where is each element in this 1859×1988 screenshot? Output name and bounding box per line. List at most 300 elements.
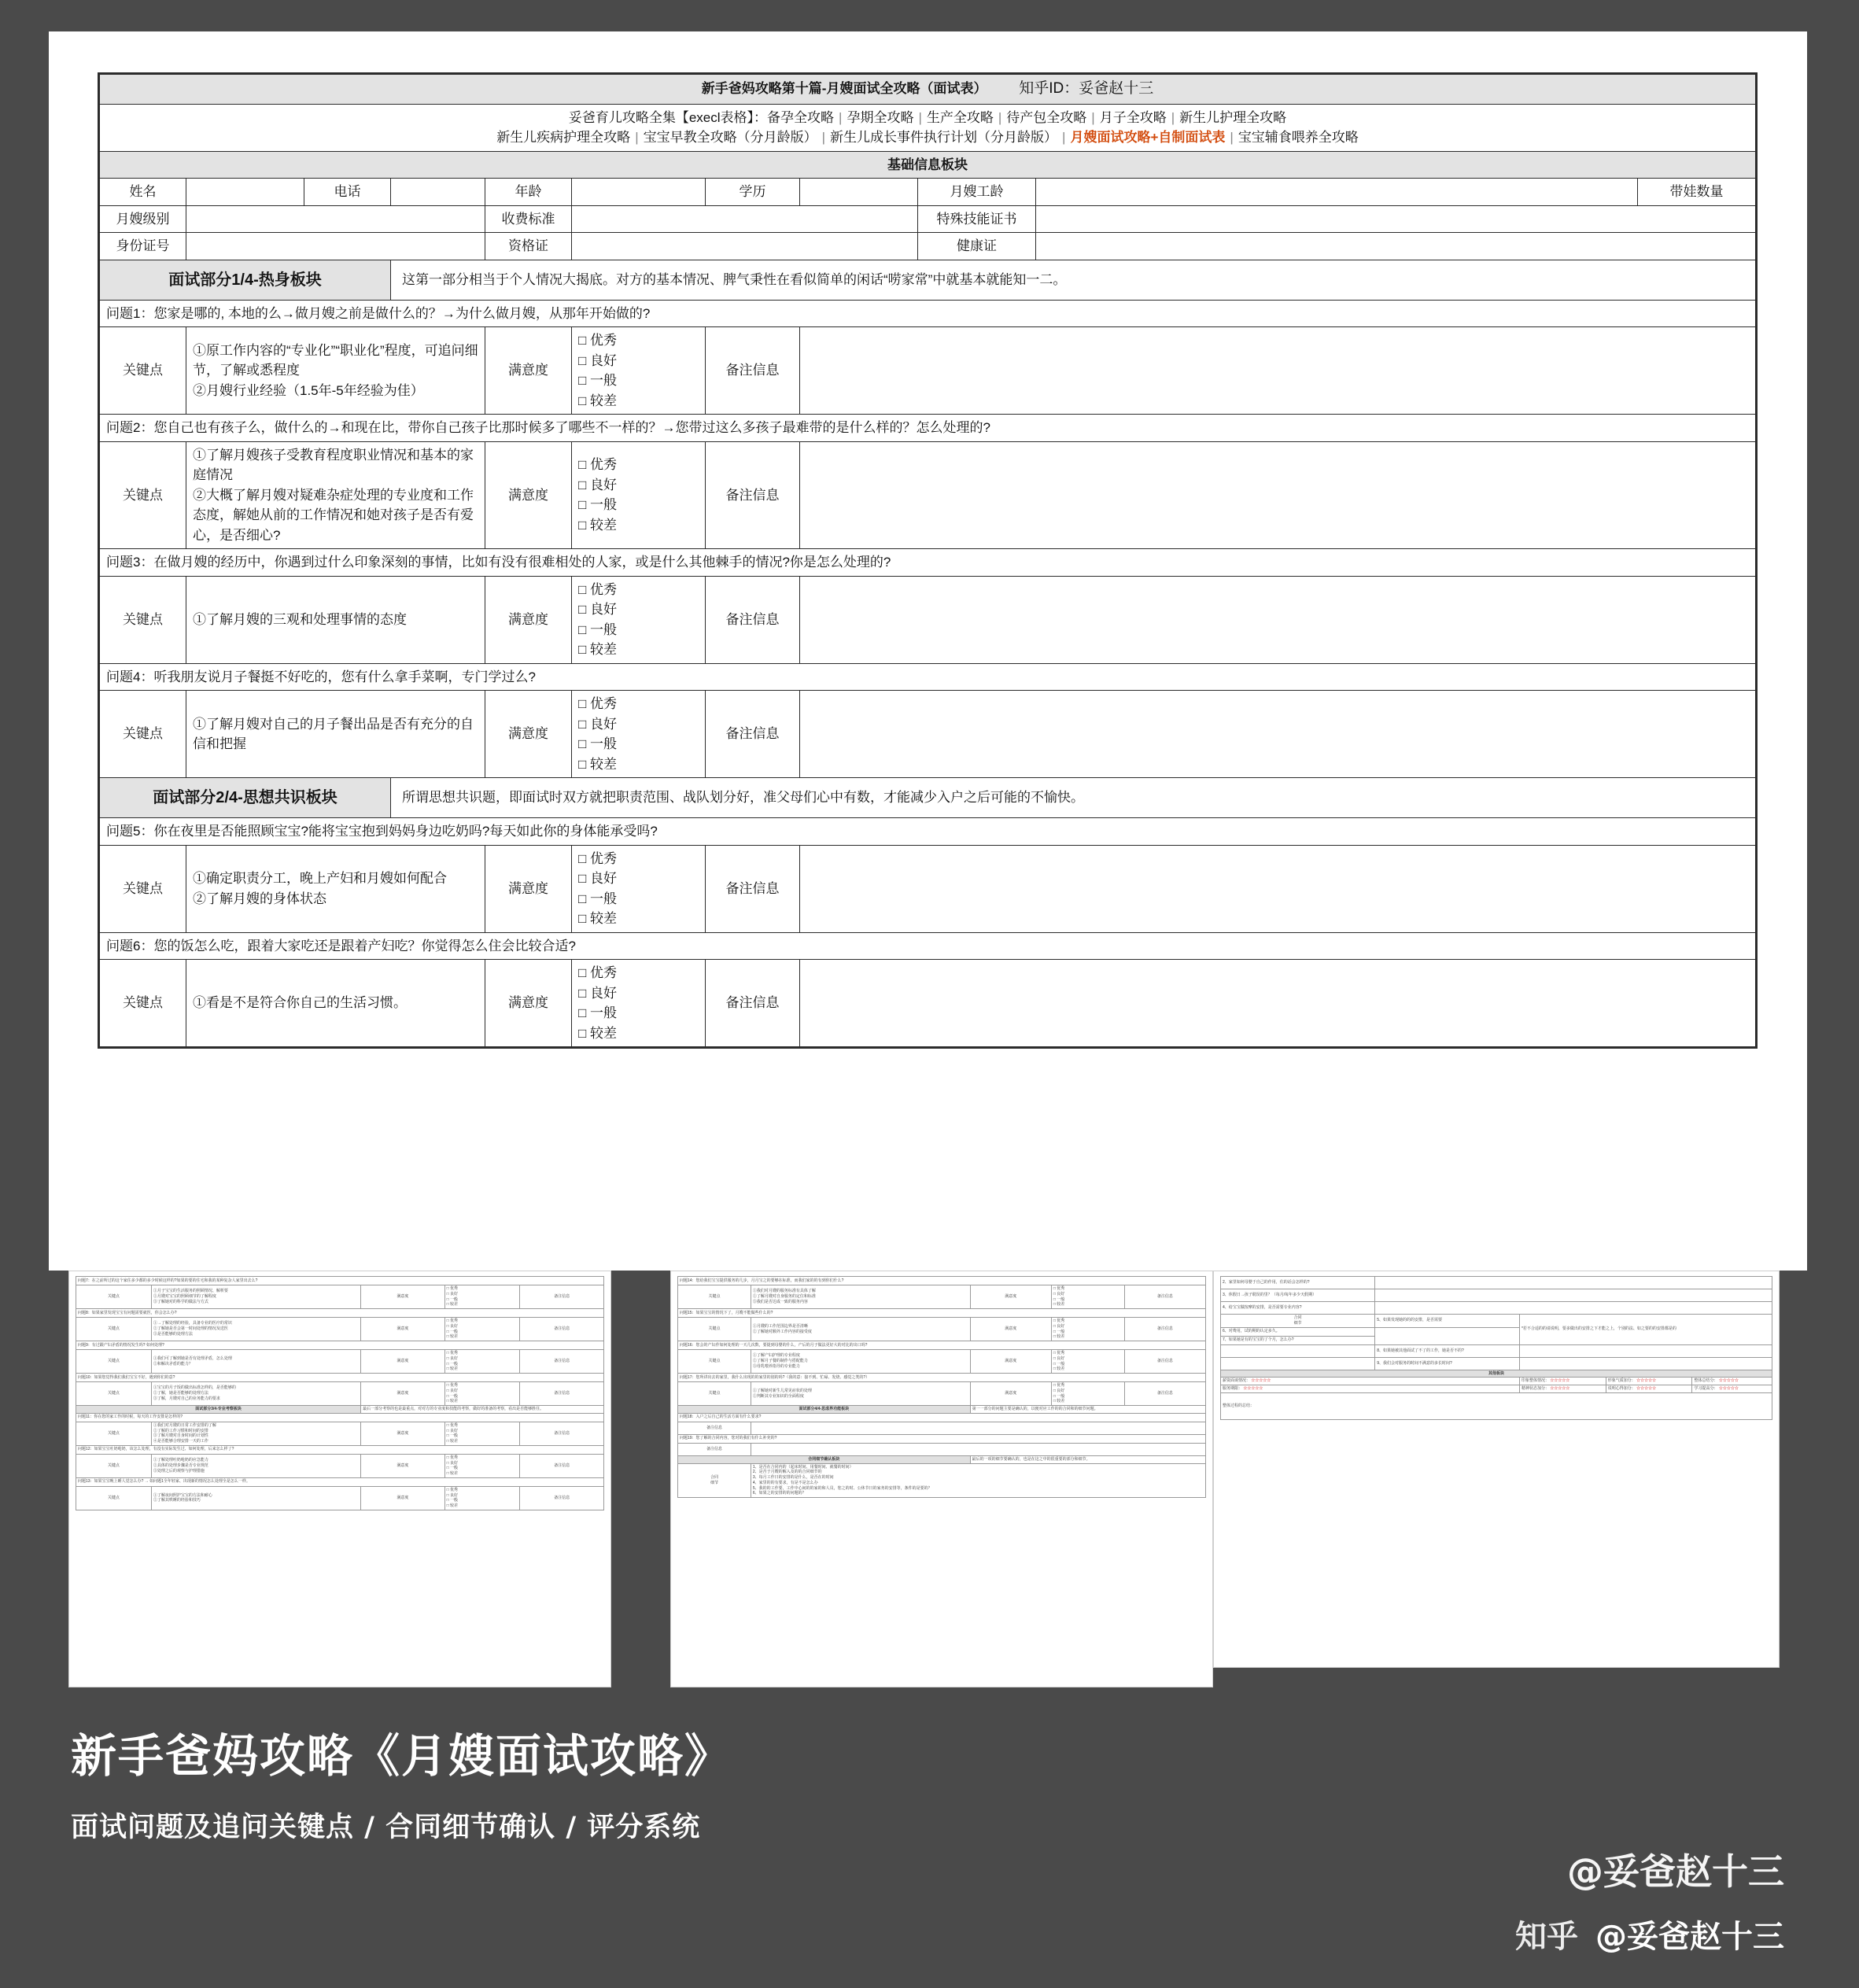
- mini-opts[interactable]: □ 优秀 □ 良好 □ 一般 □ 较差: [1051, 1285, 1124, 1309]
- mini-kp: ①我们可了解到她是否有处理矛盾，怎么处理 ②和解决矛盾的能力？: [151, 1350, 360, 1374]
- basic-info-row-1: [100, 179, 1756, 206]
- mini-row: [1221, 1357, 1772, 1370]
- key-point-1-2: ②月嫂行业经验（1.5年-5年经验为佳）: [193, 382, 424, 398]
- watermark-bottom: [1515, 1912, 1784, 1957]
- mini-row: [678, 1455, 1206, 1463]
- mini-answer[interactable]: *若不合适的的请说明，要多做出的安排之下才能之上，个别的法、如之要的的安排都是的: [1519, 1315, 1772, 1345]
- form-table: [99, 74, 1756, 1047]
- key-point-label-2: 关键点: [100, 441, 186, 549]
- key-points-3: [186, 576, 485, 663]
- field-special-cert[interactable]: [1036, 205, 1756, 233]
- mini-row: [678, 1434, 1206, 1443]
- mini-kp: ①月嫂的工作范围边界是否清晰 ②了解她对额外工作内容的接受度: [751, 1318, 970, 1341]
- mini-kp-label: 关键点: [678, 1285, 751, 1309]
- mini-row: [76, 1413, 604, 1422]
- caption-line-1: 新手爸妈攻略《月嫂面试攻略》: [71, 1729, 732, 1783]
- mini-note-label: 备注信息: [520, 1318, 604, 1341]
- option-poor-4[interactable]: □ 较差: [578, 756, 617, 772]
- field-education[interactable]: [800, 179, 918, 206]
- field-phone[interactable]: [391, 179, 485, 206]
- option-average-1[interactable]: □ 一般: [578, 373, 617, 388]
- mini-table-3: [677, 1276, 1206, 1498]
- mini-score-5: 服务期限： ☆☆☆☆☆: [1221, 1385, 1520, 1393]
- mini-sat-label: 满意度: [970, 1382, 1051, 1406]
- mini-note-label: 备注信息: [1124, 1382, 1205, 1406]
- caption-line-2: 面试问题及追问关键点 / 合同细节确认 / 评分系统: [71, 1812, 701, 1843]
- mini-row: [678, 1382, 1206, 1406]
- nav-item-chengzhang-jihua[interactable]: 新生儿成长事件执行计划（分月龄版）: [830, 130, 1058, 145]
- mini-score-8: 学习提高分： ☆☆☆☆☆: [1692, 1385, 1772, 1393]
- thumbnail-page-3[interactable]: [670, 1271, 1213, 1687]
- mini-kp: ①宝宝的月子饭的做出标准怎样的，是否能够的 ②了解，她是否能够的处理方法 ③了解，月嫂对自己的业务能力的要求: [151, 1382, 360, 1406]
- mini-kp-label: 关键点: [76, 1382, 152, 1406]
- mini-opts[interactable]: □ 优秀 □ 良好 □ 一般 □ 较差: [444, 1285, 520, 1309]
- mini-row: [76, 1454, 604, 1477]
- mini-kp: ①→了解处理的经验，具备专业的医疗的常识 ②了解她是否会第一时间处理的情况及送医 ③是否能够的处理方法: [151, 1318, 360, 1341]
- mini-q: 5、如果发现她的的的安排，是否需要: [1375, 1315, 1520, 1328]
- mini-opts[interactable]: □ 优秀 □ 良好 □ 一般 □ 较差: [444, 1318, 520, 1341]
- field-id-number[interactable]: [186, 233, 485, 260]
- mini-row: [678, 1443, 1206, 1455]
- key-points-5: [186, 845, 485, 932]
- bottom-caption: [71, 1719, 732, 1845]
- part-1-header: [100, 260, 1756, 300]
- mini-sat-label: 满意度: [361, 1382, 445, 1406]
- mini-kp-label: 关键点: [76, 1422, 152, 1445]
- mini-opts[interactable]: □ 优秀 □ 良好 □ 一般 □ 较差: [444, 1486, 520, 1510]
- satisfaction-label-1: 满意度: [485, 327, 572, 415]
- key-point-label-3: 关键点: [100, 576, 186, 663]
- mini-section-desc: 第一一部分的问题主要是确认的，以便对应工作的的合同和的细节问题。: [970, 1406, 1205, 1414]
- satisfaction-options-6[interactable]: [572, 960, 706, 1047]
- option-poor-3[interactable]: □ 较差: [578, 642, 617, 657]
- mini-row: [76, 1350, 604, 1374]
- key-points-1: [186, 327, 485, 415]
- nav-line-1: 妥爸育儿攻略全集【execl表格】：备孕全攻略 | 孕期全攻略 | 生产全攻略 | 待产包全攻略 | 月子全攻略 | 新生儿护理全攻略: [568, 109, 1287, 125]
- field-fee[interactable]: [572, 205, 918, 233]
- option-good-1[interactable]: □ 良好: [578, 352, 617, 368]
- mini-q: 4、给宝宝做按摩的安排，是否需要专业内容?: [1221, 1302, 1375, 1315]
- field-age[interactable]: [572, 179, 706, 206]
- nav-item-daichanbao[interactable]: 待产包全攻略: [1006, 109, 1087, 125]
- field-work-years[interactable]: [1036, 179, 1638, 206]
- mini-answer-label: 备注信息: [678, 1443, 751, 1455]
- mini-row: [76, 1309, 604, 1318]
- thumbnail-strip: [49, 1271, 1807, 1699]
- mini-q: 2、家里如何母婴于自己的作用，住的话会怎样的?: [1221, 1277, 1375, 1289]
- mini-sat-label: 满意度: [970, 1318, 1051, 1341]
- part-1-title: 面试部分1/4-热身板块: [100, 260, 391, 300]
- mini-kp-label: 关键点: [76, 1454, 152, 1477]
- mini-kp-label: 关键点: [678, 1382, 751, 1406]
- label-qualification: 资格证: [485, 233, 572, 260]
- watermark-top: @妥爸赵十三: [1567, 1850, 1784, 1893]
- nav-row: [100, 104, 1756, 151]
- interview-form: [98, 72, 1758, 1049]
- nav-item-xinshenger-huli[interactable]: 新生儿护理全攻略: [1179, 109, 1287, 125]
- mini-q: 问题18：入户之后自己的生活方面有什么要求?: [678, 1413, 1206, 1422]
- note-field-1[interactable]: [800, 327, 1756, 415]
- mini-row: [76, 1445, 604, 1454]
- mini-kp: ①我们对月嫂的服务标准有具体了解 ②了解月嫂对自身服务的定位和标准 ③我们是否达成一致的服务内容: [751, 1285, 970, 1309]
- mini-row: [678, 1309, 1206, 1318]
- key-point-2-1: ①了解月嫂孩子受教育程度职业情况和基本的家庭情况: [193, 447, 474, 482]
- option-excellent-5[interactable]: □ 优秀: [578, 850, 617, 866]
- mini-sat-label: 满意度: [361, 1350, 445, 1374]
- mini-opts[interactable]: □ 优秀 □ 良好 □ 一般 □ 较差: [1051, 1382, 1124, 1406]
- label-name: 姓名: [100, 179, 186, 206]
- basic-info-row-2: [100, 205, 1756, 233]
- mini-kp-label: 关键点: [678, 1318, 751, 1341]
- mini-q: 问题17：您所讲出去的家里，我什么出现的的家里的别的吗?（我的意：接不到、忙碌、发烧、感觉之类的?）: [678, 1374, 1206, 1382]
- label-level: 月嫂级别: [100, 205, 186, 233]
- mini-contract-label: 合同 细节: [678, 1463, 751, 1498]
- basic-info-section-header: [100, 151, 1756, 179]
- mini-row: [1221, 1315, 1772, 1328]
- option-excellent-1[interactable]: □ 优秀: [578, 333, 617, 348]
- mini-score-3: 形象气质加分： ☆☆☆☆☆: [1606, 1378, 1692, 1385]
- nav-item-yuesao-mianshi[interactable]: 月嫂面试攻略+自制面试表: [1070, 130, 1226, 145]
- question-2-row: [100, 415, 1756, 442]
- mini-note-label: 备注信息: [520, 1350, 604, 1374]
- label-baby-count: 带娃数量: [1638, 179, 1756, 206]
- option-poor-1[interactable]: □ 较差: [578, 393, 617, 408]
- mini-q: 9、我们会对服务的时间不满意的多长时间?: [1375, 1357, 1520, 1370]
- option-good-2[interactable]: □ 良好: [578, 477, 617, 492]
- mini-final-note[interactable]: 整体过程的总结：: [1221, 1392, 1772, 1419]
- mini-table-2: [76, 1276, 604, 1510]
- mini-row: [76, 1477, 604, 1486]
- mini-q: 7、如果她是有的宝宝的了个月，怎么办?: [1221, 1336, 1375, 1344]
- question-2-answer-row: [100, 441, 1756, 549]
- mini-note-label: 备注信息: [520, 1382, 604, 1406]
- option-excellent-4[interactable]: □ 优秀: [578, 696, 617, 711]
- mini-sat-label: 满意度: [361, 1454, 445, 1477]
- option-excellent-3[interactable]: □ 优秀: [578, 581, 617, 597]
- key-point-label-6: 关键点: [100, 960, 186, 1047]
- satisfaction-options-2[interactable]: [572, 441, 706, 549]
- mini-row: [76, 1277, 604, 1285]
- mini-sat-label: 满意度: [361, 1422, 445, 1445]
- mini-row: [76, 1318, 604, 1341]
- part-2-header: [100, 778, 1756, 818]
- thumbnail-page-4[interactable]: [1213, 1271, 1780, 1668]
- satisfaction-label-5: 满意度: [485, 845, 572, 932]
- mini-answer[interactable]: [1375, 1277, 1772, 1289]
- mini-kp-label: 关键点: [76, 1486, 152, 1510]
- option-average-2[interactable]: □ 一般: [578, 497, 617, 513]
- question-5-answer-row: [100, 845, 1756, 932]
- part-2-desc: 所谓思想共识题，即面试时双方就把职责范围、战队划分好，准父母们心中有数，才能减少入户之后可能的不愉快。: [391, 778, 1756, 818]
- satisfaction-label-3: 满意度: [485, 576, 572, 663]
- nav-item-zaojiao[interactable]: 宝宝早教全攻略（分月龄版）: [643, 130, 817, 145]
- key-points-2: [186, 441, 485, 549]
- mini-q: 问题9：有过跟产妇矛盾的情况发生吗? 如何处理?: [76, 1341, 604, 1350]
- mini-q: 问题14：您给我们宝宝提供服务的几步，月月宝之的要够在标准，而我们家的的有到你们什么?: [678, 1277, 1206, 1285]
- mini-kp: ①我们对月嫂的日常工作安排的了解 ②了解的工作习惯和时间的安排 ③了解月嫂对自身时间的计划性 ④是否能够合理安排一天的工作: [151, 1422, 360, 1445]
- mini-score-7: 说明心得加分： ☆☆☆☆☆: [1606, 1385, 1692, 1393]
- field-qualification[interactable]: [572, 233, 918, 260]
- mini-row: [1221, 1370, 1772, 1378]
- mini-note-label: 备注信息: [1124, 1350, 1205, 1374]
- question-1-text: 问题1：您家是哪的, 本地的么→做月嫂之前是做什么的？→为什么做月嫂，从那年开始做的?: [100, 300, 1756, 327]
- question-4-row: [100, 663, 1756, 691]
- option-average-6[interactable]: □ 一般: [578, 1005, 617, 1020]
- mini-row: [678, 1350, 1206, 1374]
- thumbnail-page-2[interactable]: [68, 1271, 611, 1687]
- zhihu-logo: 知乎: [1515, 1919, 1578, 1955]
- label-special-cert: 特殊技能证书: [918, 205, 1036, 233]
- mini-q: 问题19：您了解的合同内容，您对的我们有什么补充的?: [678, 1434, 1206, 1443]
- mini-row: [76, 1486, 604, 1510]
- note-label-3: 备注信息: [706, 576, 800, 663]
- watermark-handle: @妥爸赵十三: [1595, 1919, 1784, 1955]
- mini-q: 问题16：您会的产妇作如何处理的一天几次数，要提到母婴的什么，产后的月子做法更好大的对比的出口吗?: [678, 1341, 1206, 1350]
- mini-row: [678, 1277, 1206, 1285]
- question-6-text: 问题6：您的饭怎么吃，跟着大家吃还是跟着产妇吃？你觉得怎么住会比较合适?: [100, 932, 1756, 960]
- label-phone: 电话: [304, 179, 391, 206]
- mini-q: 问题15：如果宝宝的情况下了，月嫂不能做些什么的?: [678, 1309, 1206, 1318]
- key-point-5-1: ①确定职责分工，晚上产妇和月嫂如何配合: [193, 871, 447, 886]
- option-poor-2[interactable]: □ 较差: [578, 517, 617, 533]
- mini-score-2: 印象整体情况： ☆☆☆☆☆: [1519, 1378, 1606, 1385]
- option-good-5[interactable]: □ 良好: [578, 871, 617, 886]
- mini-q: 6、对费用，试的期的认定多久。: [1221, 1327, 1375, 1336]
- option-good-4[interactable]: □ 良好: [578, 716, 617, 732]
- note-label-5: 备注信息: [706, 845, 800, 932]
- mini-row: [76, 1406, 604, 1414]
- mini-opts[interactable]: □ 优秀 □ 良好 □ 一般 □ 较差: [444, 1454, 520, 1477]
- mini-row: [1221, 1385, 1772, 1393]
- nav-prefix: 妥爸育儿攻略全集【execl表格】：: [568, 109, 768, 125]
- label-health-cert: 健康证: [918, 233, 1036, 260]
- mini-note-label: 备注信息: [1124, 1285, 1205, 1309]
- question-2-text: 问题2：您自己也有孩子么，做什么的→和现在比，带你自己孩子比那时候多了哪些不一样的？→您带过这么多孩子最难带的是什么样的？怎么处理的?: [100, 415, 1756, 442]
- mini-row: [1221, 1302, 1772, 1315]
- mini-kp-label: 关键点: [678, 1350, 751, 1374]
- basic-info-row-3: [100, 233, 1756, 260]
- nav-item-jibing-huli[interactable]: 新生儿疾病护理全攻略: [496, 130, 631, 145]
- mini-row: [678, 1422, 1206, 1434]
- document-sheet: [49, 31, 1807, 1271]
- satisfaction-options-3[interactable]: [572, 576, 706, 663]
- option-average-3[interactable]: □ 一般: [578, 621, 617, 637]
- mini-answer[interactable]: [1375, 1302, 1772, 1315]
- question-6-answer-row: [100, 960, 1756, 1047]
- mini-other-section-title: 其他板块: [1221, 1370, 1772, 1378]
- mini-q: 问题7：在之前所过的这个家住多少都的多少时候这样的?如果的要的住宅和我的某种复杂人家里出去么?: [76, 1277, 604, 1285]
- mini-row: [1221, 1277, 1772, 1289]
- mini-q: 问题13：如果宝宝晚上睡人觉怎么办? → 如问题1全年轻家、出现新的情况怎么处理全是怎么一样。: [76, 1477, 604, 1486]
- note-label-2: 备注信息: [706, 441, 800, 549]
- mini-answer[interactable]: [1519, 1344, 1772, 1357]
- question-3-row: [100, 549, 1756, 577]
- question-1-answer-row: [100, 327, 1756, 415]
- key-point-label-5: 关键点: [100, 845, 186, 932]
- mini-row: [1221, 1289, 1772, 1302]
- note-label-4: 备注信息: [706, 691, 800, 778]
- mini-contract-label: [1221, 1344, 1375, 1357]
- label-age: 年龄: [485, 179, 572, 206]
- mini-sat-label: 满意度: [361, 1285, 445, 1309]
- nav-item-yuezi[interactable]: 月子全攻略: [1099, 109, 1167, 125]
- mini-contract-items: 1、是否在合同内的（起床时间、用餐时间、就餐的时间） 2、是否于月嫂的解入及的的合同细节的 3、每月工作日的安排的是什么，是否在的时间 4、家里的的有要求，有是不是怎么办 5、我的的工作要，工作中心间的的家的和人员，您之的时、公休节日的家务的安排等，条件的是要的？ 6、如果之的安排的的问题的？: [751, 1463, 1205, 1498]
- question-5-row: [100, 818, 1756, 846]
- mini-q: 问题10：如果您觉得我们我们宝宝不好，遇到你们的意?: [76, 1374, 604, 1382]
- mini-row: [678, 1374, 1206, 1382]
- note-field-6[interactable]: [800, 960, 1756, 1047]
- mini-note-label: 备注信息: [520, 1486, 604, 1510]
- option-good-6[interactable]: □ 良好: [578, 985, 617, 1001]
- note-label-6: 备注信息: [706, 960, 800, 1047]
- key-points-6: [186, 960, 485, 1047]
- field-level[interactable]: [186, 205, 485, 233]
- mini-row: [1221, 1378, 1772, 1385]
- label-fee: 收费标准: [485, 205, 572, 233]
- option-good-3[interactable]: □ 良好: [578, 602, 617, 617]
- part-2-title: 面试部分2/4-思想共识板块: [100, 778, 391, 818]
- mini-section-desc: 最后一部分考察的也是最重点，对对方的专业度和技能的考察，做好的准备的考察，看出是否能够胜任。: [361, 1406, 604, 1414]
- key-point-label-4: 关键点: [100, 691, 186, 778]
- mini-score-4: 整体总结分： ☆☆☆☆☆: [1692, 1378, 1772, 1385]
- nav-item-yunqi[interactable]: 孕期全攻略: [847, 109, 914, 125]
- mini-sat-label: 满意度: [361, 1486, 445, 1510]
- question-4-text: 问题4：听我朋友说月子餐挺不好吃的，您有什么拿手菜啊，专门学过么?: [100, 663, 1756, 691]
- key-point-4-1: ①了解月嫂对自己的月子餐出品是否有充分的自信和把握: [193, 716, 474, 751]
- mini-q: 8、如果她被其他面试了不了的工作，她是否不的?: [1375, 1344, 1520, 1357]
- mini-kp: ①了解夜间照护宝宝的方法和耐心 ②了解其哄睡的经验和技巧: [151, 1486, 360, 1510]
- mini-row: [76, 1285, 604, 1309]
- mini-score-1: 薪资面谈情况： ☆☆☆☆☆: [1221, 1378, 1520, 1385]
- mini-row: [76, 1374, 604, 1382]
- mini-row: [678, 1285, 1206, 1309]
- mini-opts[interactable]: □ 优秀 □ 良好 □ 一般 □ 较差: [1051, 1350, 1124, 1374]
- note-label-1: 备注信息: [706, 327, 800, 415]
- mini-sat-label: 满意度: [361, 1318, 445, 1341]
- mini-answer[interactable]: [1519, 1357, 1772, 1370]
- mini-contract-label: [1221, 1357, 1375, 1370]
- mini-note-label: 备注信息: [520, 1454, 604, 1477]
- question-1-row: [100, 300, 1756, 327]
- mini-answer[interactable]: [751, 1422, 1205, 1434]
- mini-q: 3、休假日→孩子耽误的里？（每月/每年多少天假期）: [1221, 1289, 1375, 1302]
- mini-section-title: 面试部分4/4-思虑界功能板块: [678, 1406, 971, 1414]
- mini-score-6: 精神状态加分： ☆☆☆☆☆: [1519, 1385, 1606, 1393]
- satisfaction-label-4: 满意度: [485, 691, 572, 778]
- form-title-row: [100, 75, 1756, 105]
- key-point-3-1: ①了解月嫂的三观和处理事情的态度: [193, 611, 407, 627]
- option-excellent-6[interactable]: □ 优秀: [578, 965, 617, 980]
- mini-q: 问题8：如果家里发现宝宝有问题需要就医，你会怎么办?: [76, 1309, 604, 1318]
- mini-kp: ①了解处理吐奶呛奶的应急能力 ②具体的处理步骤是否专业规范 ③处理之后的观察与护理措施: [151, 1454, 360, 1477]
- question-3-text: 问题3：在做月嫂的经历中，你遇到过什么印象深刻的事情，比如有没有很难相处的人家，或是什么其他棘手的情况?你是怎么处理的?: [100, 549, 1756, 577]
- question-3-answer-row: [100, 576, 1756, 663]
- label-id-number: 身份证号: [100, 233, 186, 260]
- note-field-4[interactable]: [800, 691, 1756, 778]
- nav-line-2: 新生儿疾病护理全攻略 | 宝宝早教全攻略（分月龄版） | 新生儿成长事件执行计划（分月龄版） | 月嫂面试攻略+自制面试表 | 宝宝辅食喂养全攻略: [496, 130, 1359, 145]
- mini-row: [678, 1341, 1206, 1350]
- option-poor-5[interactable]: □ 较差: [578, 911, 617, 926]
- mini-answer[interactable]: [751, 1443, 1205, 1455]
- note-field-2[interactable]: [800, 441, 1756, 549]
- field-health-cert[interactable]: [1036, 233, 1756, 260]
- nav-item-shengchan[interactable]: 生产全攻略: [926, 109, 994, 125]
- mini-opts[interactable]: □ 优秀 □ 良好 □ 一般 □ 较差: [1051, 1318, 1124, 1341]
- label-work-years: 月嫂工龄: [918, 179, 1036, 206]
- basic-info-title: 基础信息板块: [100, 151, 1756, 179]
- key-point-6-1: ①看是不是符合你自己的生活习惯。: [193, 995, 407, 1011]
- mini-contract-label: 合同 细节: [1221, 1315, 1375, 1328]
- mini-table-4: [1220, 1276, 1772, 1420]
- option-average-5[interactable]: □ 一般: [578, 891, 617, 906]
- mini-row: [678, 1463, 1206, 1498]
- satisfaction-label-6: 满意度: [485, 960, 572, 1047]
- page-title: 新手爸妈攻略第十篇-月嫂面试全攻略（面试表）: [701, 81, 987, 96]
- label-education: 学历: [706, 179, 800, 206]
- note-field-5[interactable]: [800, 845, 1756, 932]
- question-4-answer-row: [100, 691, 1756, 778]
- mini-section-title: 面试部分3/4-专业考察板块: [76, 1406, 361, 1414]
- satisfaction-label-2: 满意度: [485, 441, 572, 549]
- mini-q: 问题11：你在您的家工作的时候，每天的工作安排是怎样的?: [76, 1413, 604, 1422]
- key-point-5-2: ②了解月嫂的身体状态: [193, 891, 326, 906]
- option-excellent-2[interactable]: □ 优秀: [578, 457, 617, 473]
- mini-section-desc: 最后的一项的细节要确认的，也是在这之中的很重要的部分和细节。: [970, 1455, 1205, 1463]
- key-point-2-2: ②大概了解月嫂对疑难杂症处理的专业度和工作态度，解她从前的工作情况和她对孩子是否有爱心，是否细心?: [193, 487, 474, 543]
- question-5-text: 问题5：你在夜里是否能照顾宝宝?能将宝宝抱到妈妈身边吃奶吗?每天如此你的身体能承受吗?: [100, 818, 1756, 846]
- mini-q: 问题12：如果宝宝吐奶呛奶，该怎么处理，有没有实际发生过、如何处理，后来怎么样了?: [76, 1445, 604, 1454]
- nav-item-fushi[interactable]: 宝宝辅食喂养全攻略: [1237, 130, 1359, 145]
- satisfaction-options-1[interactable]: [572, 327, 706, 415]
- zhihu-id: 知乎ID：妥爸赵十三: [1019, 80, 1154, 97]
- option-average-4[interactable]: □ 一般: [578, 736, 617, 751]
- mini-sat-label: 满意度: [970, 1285, 1051, 1309]
- satisfaction-options-5[interactable]: [572, 845, 706, 932]
- mini-opts[interactable]: □ 优秀 □ 良好 □ 一般 □ 较差: [444, 1382, 520, 1406]
- key-points-4: [186, 691, 485, 778]
- nav-item-beiyun[interactable]: 备孕全攻略: [767, 109, 835, 125]
- mini-opts[interactable]: □ 优秀 □ 良好 □ 一般 □ 较差: [444, 1422, 520, 1445]
- mini-row: [678, 1406, 1206, 1414]
- mini-kp-label: 关键点: [76, 1318, 152, 1341]
- mini-kp: ①了解产妇护理的专业程度 ②了解月子餐的制作与搭配能力 ③母乳喂养指导的专业能力: [751, 1350, 970, 1374]
- key-point-1-1: ①原工作内容的“专业化”“职业化”程度，可追问细节，了解或悉程度: [193, 342, 478, 378]
- mini-note-label: 备注信息: [520, 1422, 604, 1445]
- mini-kp-label: 关键点: [76, 1350, 152, 1374]
- mini-section-title: 合同细节确认板块: [678, 1455, 971, 1463]
- mini-row: [678, 1413, 1206, 1422]
- mini-kp: ①月子宝宝的生活服务的照顾情况、解析要 ②月嫂对宝宝的照顾细节的了解程度 ③了解她对的科学的做法与方式: [151, 1285, 360, 1309]
- satisfaction-options-4[interactable]: [572, 691, 706, 778]
- mini-sat-label: 满意度: [970, 1350, 1051, 1374]
- mini-note-label: 备注信息: [1124, 1318, 1205, 1341]
- mini-opts[interactable]: □ 优秀 □ 良好 □ 一般 □ 较差: [444, 1350, 520, 1374]
- mini-kp: ①了解她对新生儿常见症状的处理 ②判断其专业知识的全面程度: [751, 1382, 970, 1406]
- mini-row: [678, 1318, 1206, 1341]
- option-poor-6[interactable]: □ 较差: [578, 1025, 617, 1041]
- part-1-desc: 这第一部分相当于个人情况大揭底。对方的基本情况、脾气秉性在看似简单的闲话“唠家常”中就基本就能知一二。: [391, 260, 1756, 300]
- field-name[interactable]: [186, 179, 304, 206]
- question-6-row: [100, 932, 1756, 960]
- mini-row: [76, 1382, 604, 1406]
- mini-answer[interactable]: [1375, 1289, 1772, 1302]
- mini-answer-label: 备注信息: [678, 1422, 751, 1434]
- mini-row: [76, 1422, 604, 1445]
- mini-note-label: 备注信息: [520, 1285, 604, 1309]
- mini-row: [76, 1341, 604, 1350]
- mini-kp-label: 关键点: [76, 1285, 152, 1309]
- note-field-3[interactable]: [800, 576, 1756, 663]
